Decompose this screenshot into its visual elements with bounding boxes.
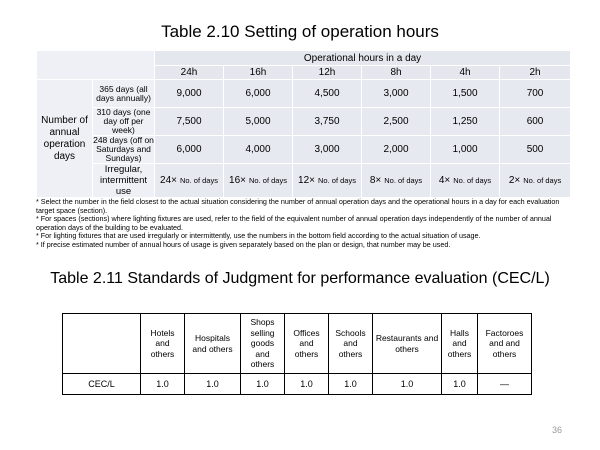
hour-header: 12h — [293, 66, 362, 80]
column-header: Offices and others — [285, 314, 329, 374]
table-cell: 1.0 — [373, 374, 442, 395]
unit-label: No. of days — [453, 175, 492, 185]
irregular-cell — [293, 164, 362, 198]
table-cell: 6,000 — [155, 136, 224, 164]
table-notes — [36, 198, 576, 250]
note-text: * Select the number in the field closest to the actual situation considering the number of annual operation days and the operational hours in a day for each evaluation target space (section). — [36, 197, 560, 215]
note-text: * For lighting fixtures that are used irregularly or intermittently, use the numbers in the bottom field according to the actual situation of usage. — [36, 231, 481, 241]
row-label: 365 days (all days annually) — [93, 80, 155, 108]
table-cell: 1.0 — [185, 374, 241, 395]
operation-hours-table — [36, 50, 571, 198]
annual-days-header: Number of annual operation days — [37, 80, 93, 198]
row-label: 248 days (off on Saturdays and Sundays) — [93, 135, 154, 163]
hour-header: 4h — [431, 66, 500, 80]
column-header: Hospitals and others — [185, 314, 241, 374]
hour-header: 8h — [362, 66, 431, 80]
table-cell: 1.0 — [329, 374, 373, 395]
irregular-cell — [362, 164, 431, 198]
irregular-cell — [224, 164, 293, 198]
table-cell: 6,000 — [224, 80, 293, 108]
table-2-11-title: Table 2.11 Standards of Judgment for performance evaluation (CEC/L) — [50, 270, 550, 287]
table-cell: 1.0 — [141, 374, 185, 395]
unit-label: No. of days — [318, 175, 356, 185]
table-cell: 500 — [500, 136, 571, 164]
column-header: Halls and others — [442, 314, 478, 374]
operational-hours-header: Operational hours in a day — [155, 51, 571, 66]
unit-label: No. of days — [180, 175, 218, 185]
table-cell: 5,000 — [224, 108, 293, 136]
table-cell: 7,500 — [155, 108, 224, 136]
hour-header: 16h — [224, 66, 293, 80]
note-text: * For spaces (sections) where lighting fixtures are used, refer to the field of the equivalent number of annual operation days independently of the number of annual operation days of the building to be evaluated. — [36, 214, 552, 232]
table-cell: 1,250 — [431, 108, 500, 136]
factor: 4× — [438, 175, 451, 186]
column-header: Factoroes and and others — [478, 314, 532, 374]
table-cell: 4,500 — [293, 80, 362, 108]
factor: 24× — [160, 175, 178, 186]
table-cell: 3,750 — [293, 108, 362, 136]
irregular-label: Irregular, intermittent use — [93, 164, 155, 198]
factor: 12× — [298, 175, 316, 186]
table-cell: 1.0 — [241, 374, 285, 395]
table-cell: 1,000 — [431, 136, 500, 164]
note-text: * If precise estimated number of annual hours of usage is given separately based on the plan or design, that number may be used. — [36, 239, 451, 249]
factor: 16× — [229, 175, 247, 186]
table-cell: 3,000 — [362, 80, 431, 108]
cec-standards-table — [62, 313, 532, 395]
table-cell: 2,500 — [362, 108, 431, 136]
table-cell: 4,000 — [224, 136, 293, 164]
table-2-10-title: Table 2.10 Setting of operation hours — [161, 22, 439, 41]
unit-label: No. of days — [384, 175, 423, 185]
column-header: Hotels and others — [141, 314, 185, 374]
unit-label: No. of days — [249, 175, 287, 185]
hour-header: 24h — [155, 66, 224, 80]
unit-label: No. of days — [523, 175, 562, 185]
irregular-cell — [500, 164, 571, 198]
operation-hours-table-container — [36, 50, 570, 197]
irregular-cell — [431, 164, 500, 198]
table-cell: 2,000 — [362, 136, 431, 164]
factor: 2× — [508, 175, 521, 186]
row-label: 310 days (one day off per week) — [93, 108, 155, 136]
column-header: Schools and others — [329, 314, 373, 374]
irregular-cell — [155, 164, 224, 198]
table-cell: 3,000 — [293, 136, 362, 164]
table-cell: 700 — [500, 80, 571, 108]
table-cell: 1.0 — [442, 374, 478, 395]
table-cell: 1.0 — [285, 374, 329, 395]
table-cell: ― — [478, 374, 532, 395]
table-cell: 600 — [500, 108, 571, 136]
corner-cell — [37, 51, 155, 80]
column-header: Shops selling goods and others — [241, 314, 285, 374]
column-header: Restaurants and others — [373, 314, 442, 374]
table-cell: 1,500 — [431, 80, 500, 108]
row-label: CEC/L — [63, 374, 141, 395]
factor: 8× — [369, 175, 382, 186]
table-cell: 9,000 — [155, 80, 224, 108]
corner-cell — [63, 314, 141, 374]
page-number: 36 — [552, 425, 563, 435]
hour-header: 2h — [500, 66, 571, 80]
